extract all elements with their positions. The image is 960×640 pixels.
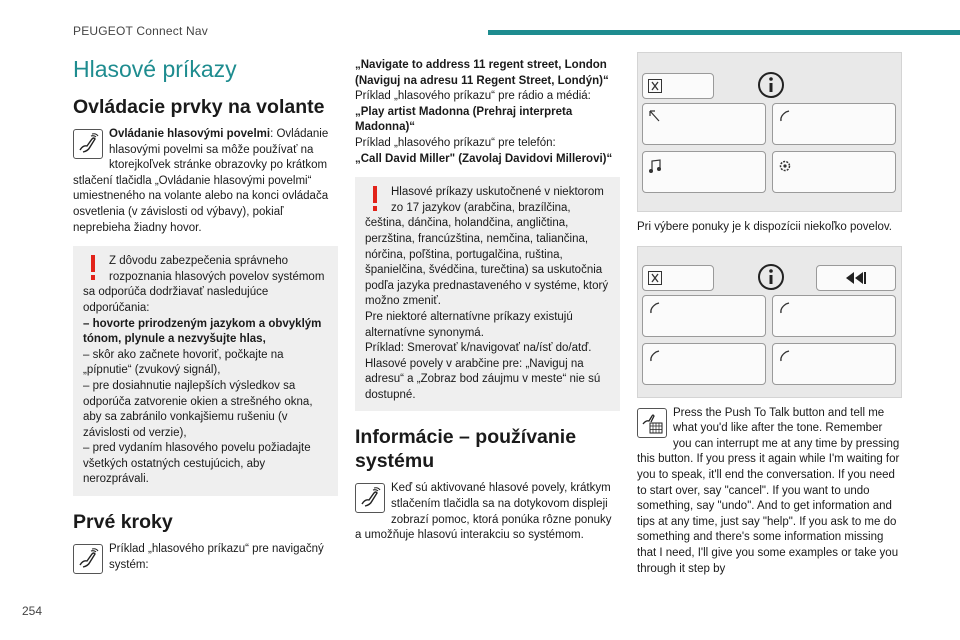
radio-intro: Príklad „hlasového príkazu“ pre rádio a médiá: (355, 90, 591, 103)
phone-icon (777, 108, 793, 124)
column-middle (355, 58, 620, 544)
close-icon (647, 270, 663, 286)
column-right (637, 52, 902, 577)
phone-icon (777, 300, 793, 316)
panel-button-option-3[interactable] (642, 343, 766, 385)
section-title: Hlasové príkazy (73, 56, 237, 82)
note-languages: Hlasové príkazy uskutočnené v niektorom zo 17 jazykov (arabčina, brazílčina, čeština, dánčina, holandčina, angličtina, perzština, francúzština, nemčina, taliančina, nórčina, poľština, portugalčina, ruština, španielčina, švédčina, turečtina) sa uskutočnia podľa jazyka prednastaveného v systéme, ktorý možno zmeniť. (365, 186, 609, 308)
push-to-talk-paragraph (637, 406, 902, 578)
navigation-arrow-icon (647, 108, 663, 124)
voice-help-screen-2 (637, 246, 902, 398)
radio-command-example: „Play artist Madonna (Prehraj interpreta Madonna)“ (355, 105, 573, 134)
note-bullet-4: – pred vydaním hlasového povelu požiadajte všetkých ostatných cestujúcich, aby nerozprávali. (83, 442, 311, 486)
panel-button-navigation[interactable] (642, 103, 766, 145)
voice-command-icon (73, 544, 103, 574)
phone-command-example: „Call David Miller" (Zavolaj Davidovi Millerovi)“ (355, 152, 613, 165)
language-note (355, 177, 620, 411)
voice-command-grid-icon (637, 408, 667, 438)
note-bullet-2: – skôr ako začnete hovoriť, počkajte na „pípnutie“ (zvukový signál), (83, 348, 284, 377)
panel-button-option-2[interactable] (772, 295, 896, 337)
warning-icon (83, 255, 103, 283)
nav-command-example: „Navigate to address 11 regent street, London (Naviguj na adresu 11 Regent Street, Londýn)“ (355, 59, 609, 87)
phone-icon (647, 348, 663, 364)
panel-button-back[interactable] (816, 265, 896, 291)
info-icon[interactable] (757, 71, 785, 99)
heading-info-usage: Informácie – používanie systému (355, 426, 577, 473)
phone-icon (777, 348, 793, 364)
panel-button-close[interactable] (642, 265, 714, 291)
phone-intro: Príklad „hlasového príkazu“ pre telefón: (355, 136, 556, 149)
note-bullet-3: – pre dosiahnutie najlepších výsledkov sa odporúča zatvorenie okien a strešného okna, aby sa zabránilo vonkajšiemu rušeniu (v závislosti od verzie), (83, 379, 313, 439)
phone-icon (647, 300, 663, 316)
info-icon[interactable] (757, 263, 785, 291)
note-synonyms: Pre niektoré alternatívne príkazy existujú alternatívne synonymá. (365, 310, 573, 339)
running-header: PEUGEOT Connect Nav (73, 24, 208, 38)
heading-first-steps: Prvé kroky (73, 511, 173, 534)
header-accent-bar (488, 30, 960, 35)
note-example: Príklad: Smerovať k/navigovať na/ísť do/atď. (365, 342, 592, 355)
rewind-icon (845, 270, 867, 286)
music-note-icon (647, 158, 663, 174)
panel-button-close[interactable] (642, 73, 714, 99)
voice-command-icon (355, 483, 385, 513)
gear-icon (777, 158, 793, 174)
first-steps-paragraph (73, 542, 338, 576)
panel-button-option-1[interactable] (642, 295, 766, 337)
column-left (73, 52, 338, 576)
steering-bold-label: Ovládanie hlasovými povelmi (109, 128, 271, 140)
panel-button-settings[interactable] (772, 151, 896, 193)
voice-command-icon (73, 129, 103, 159)
note-intro: Z dôvodu zabezpečenia správneho rozpoznania hlasových povelov systémom sa odporúča dodržiavať nasledujúce odporúčania: (83, 255, 325, 314)
voice-help-screen-1 (637, 52, 902, 212)
recommendation-note (73, 246, 338, 496)
warning-icon (365, 186, 385, 214)
panel-button-phone[interactable] (772, 103, 896, 145)
note-bullet-1: – hovorte prirodzeným jazykom a obvyklým tónom, plynule a nezvyšujte hlas, (83, 317, 322, 346)
close-icon (647, 78, 663, 94)
steering-text: Ovládanie hlasovými povelmi sa môže používať na ktorejkoľvek stránke obrazovky po krátkom stlačení tlačidla „Ovládanie hlasovými povelmi“ umiestneného na volante alebo na konci ovládača osvetlenia (v závislosti od výbavy), pokiaľ neprebieha žiadny hovor. (73, 128, 329, 234)
page-number: 254 (22, 604, 43, 618)
heading-steering-controls: Ovládacie prvky na volante (73, 96, 325, 118)
steering-paragraph: Ovládanie hlasovými povelmi: Ovládanie hlasovými povelmi sa môže používať na ktorejkoľvek stránke obrazovky po krátkom stlačení tlačidla „Ovládanie hlasovými povelmi“ umiestneného na volante alebo na konci ovládača osvetlenia (v závislosti od výbavy), pokiaľ neprebieha žiadny hovor. (73, 128, 329, 234)
panel-button-option-4[interactable] (772, 343, 896, 385)
menu-commands-text: Pri výbere ponuky je k dispozícii niekoľko povelov. (637, 221, 892, 233)
note-arabic: Hlasové povely v arabčine pre: „Naviguj na adresu“ a „Zobraz bod záujmu v meste“ nie sú dostupné. (365, 357, 601, 401)
first-steps-text: Príklad „hlasového príkazu“ pre navigačný systém: (109, 543, 324, 571)
info-paragraph (355, 481, 620, 543)
push-to-talk-text: Press the Push To Talk button and tell me what you'd like after the tone. Remember you can interrupt me at any time by pressing this button. If you press it again while I'm waiting for you to speak, it'll end the conversation. If you need to start over, say "cancel". If you want to undo something, say "undo". And to get information and tips at any time, just say "help". If you ask to me do something and there's some information missing that I need, I'll give you some examples or take you through it step by (637, 406, 900, 575)
panel-button-media[interactable] (642, 151, 766, 193)
info-text: Keď sú aktivované hlasové povely, krátkym stlačením tlačidla sa na dotykovom displeji zobrazí pomoc, ktorá ponúka rôzne ponuky a umožňuje hlasovú interakciu so systémom. (355, 482, 612, 542)
